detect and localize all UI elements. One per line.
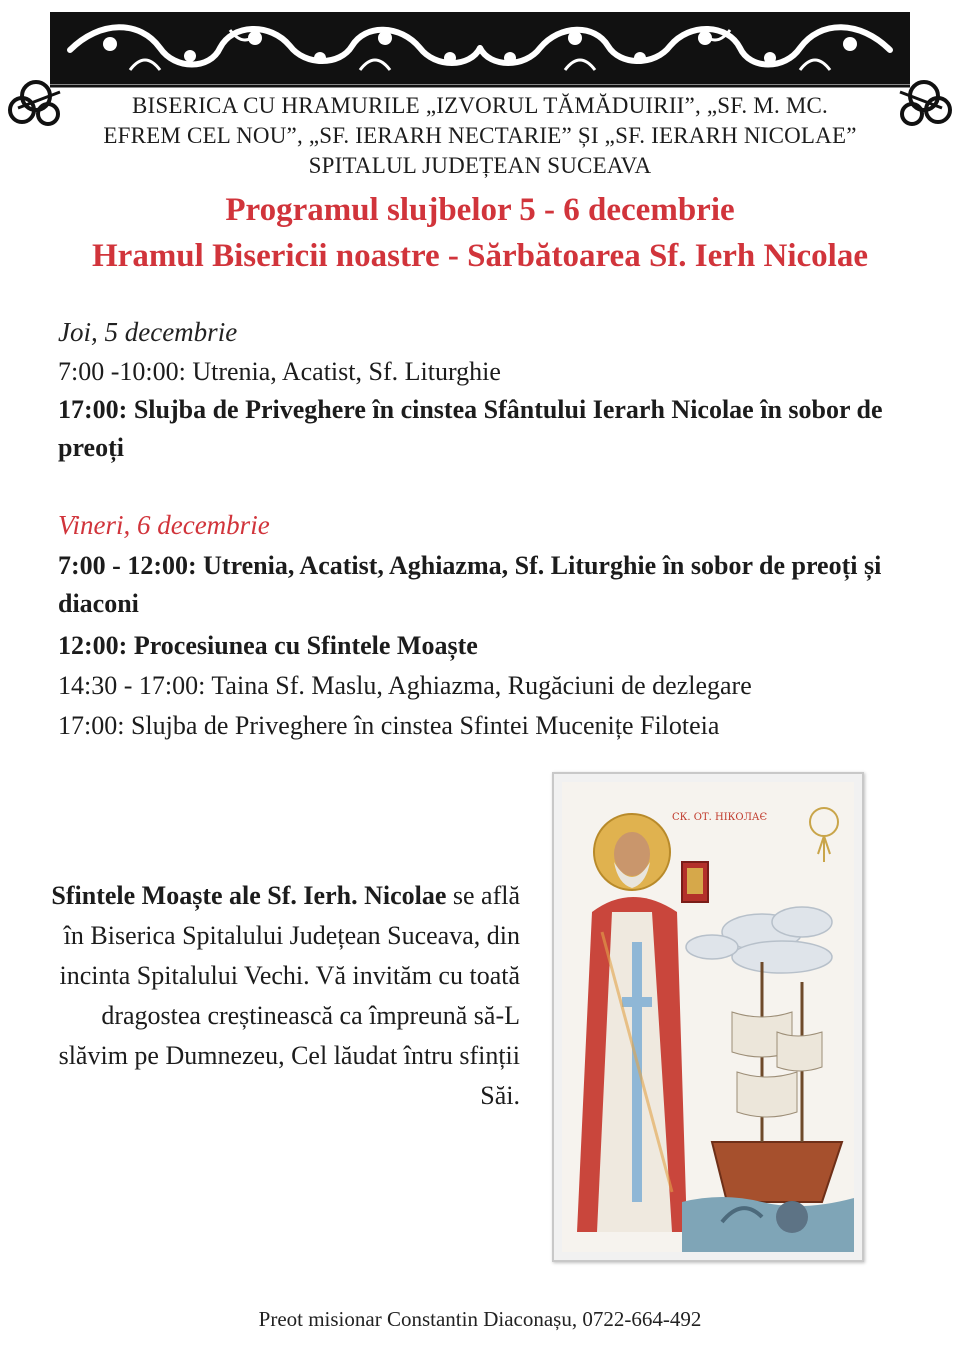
icon-inscription: СК. ОТ. НІКОЛАЄ — [672, 812, 768, 823]
day2-item-1-text: Utrenia, Acatist, Aghiazma, Sf. Liturghie în sobor de preoți și diaconi — [58, 551, 882, 618]
day2-item-2-time: 12:00: — [58, 631, 128, 660]
day1-heading: Joi, 5 decembrie — [58, 317, 238, 347]
ornamental-header-border — [0, 0, 960, 140]
day2-item-1 — [58, 547, 918, 623]
feast-title: Hramul Bisericii noastre - Sărbătoarea Sf. Ierh Nicolae — [92, 238, 868, 274]
relics-info-paragraph — [50, 876, 520, 1116]
day1-item-2 — [58, 391, 918, 467]
church-name-line-3: SPITALUL JUDEȚEAN SUCEAVA — [308, 153, 652, 178]
program-title: Programul slujbelor 5 - 6 decembrie — [225, 192, 735, 228]
relics-info-text: se află în Biserica Spitalului Județean Suceava, din incinta Spitalului Vechi. Vă invităm cu toată dragostea creștinească ca împreună să-L slăvim pe Dumnezeu, Cel lăudat întru sfinții Săi. — [58, 881, 520, 1110]
day2-item-4: 17:00: Slujba de Priveghere în cinstea Sfintei Mucenițe Filoteia — [58, 711, 720, 740]
footer-contact: Preot misionar Constantin Diaconașu, 0722-664-492 — [258, 1307, 702, 1331]
day1-item-2-text: Slujba de Priveghere în cinstea Sfântului Ierarh Nicolae în sobor de preoți — [58, 395, 883, 462]
church-name-line-2: EFREM CEL NOU”, „SF. IERARH NECTARIE” ȘI „SF. IERARH NICOLAE” — [103, 123, 857, 148]
relics-info-bold: Sfintele Moaște ale Sf. Ierh. Nicolae — [51, 881, 447, 910]
saint-nicholas-icon-image — [552, 772, 864, 1262]
day2-item-2 — [58, 627, 918, 665]
day2-item-3: 14:30 - 17:00: Taina Sf. Maslu, Aghiazma, Rugăciuni de dezlegare — [58, 671, 752, 700]
day2-item-2-text: Procesiunea cu Sfintele Moaște — [133, 631, 478, 660]
day2-item-1-time: 7:00 - 12:00: — [58, 551, 197, 580]
day1-item-1: 7:00 -10:00: Utrenia, Acatist, Sf. Liturghie — [58, 357, 501, 386]
saint-nicholas-icon-illustration — [562, 782, 854, 1252]
day1-item-2-time: 17:00: — [58, 395, 128, 424]
church-name-line-1: BISERICA CU HRAMURILE „IZVORUL TĂMĂDUIRII”, „SF. M. MC. — [132, 93, 828, 118]
day2-heading: Vineri, 6 decembrie — [58, 510, 270, 540]
